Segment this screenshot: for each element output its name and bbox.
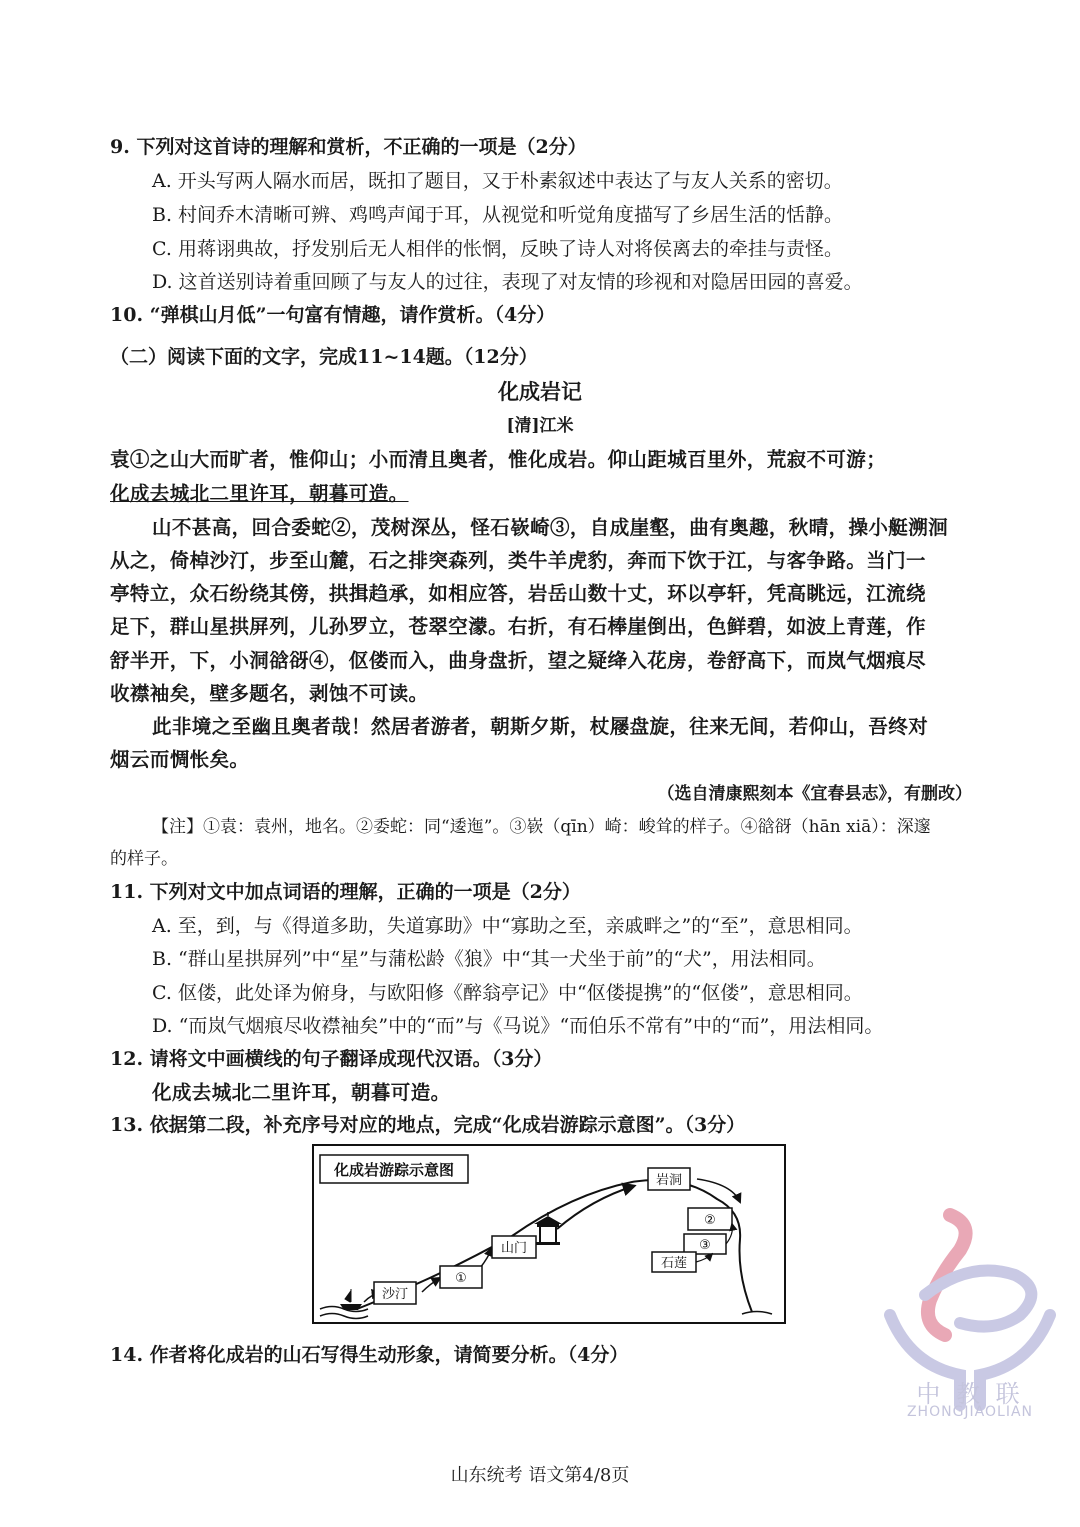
q11-option-c: C. 伛偻，此处译为俯身，与欧阳修《醉翁亭记》中“伛偻提携”的“伛偻”，意思相同。 bbox=[152, 982, 863, 1004]
essay-line: 舒半开，下，小洞谽谺④，伛偻而入，曲身盘折，望之疑绛入花房，卷舒高下，而岚气烟痕尽 bbox=[110, 649, 926, 672]
q13-stem: 13. 依据第二段，补充序号对应的地点，完成“化成岩游踪示意图”。（3分） bbox=[110, 1114, 746, 1136]
q9-option-b: B. 村间乔木清晰可辨、鸡鸣声闻于耳，从视觉和听觉角度描写了乡居生活的恬静。 bbox=[152, 204, 844, 226]
essay-title: 化成岩记 bbox=[498, 379, 582, 404]
location-label-1: ① bbox=[455, 1271, 467, 1286]
essay-underlined-line: 化成去城北二里许耳，朝暮可造。 bbox=[110, 482, 409, 505]
q10-stem: 10. “弹棋山月低”一句富有情趣，请作赏析。（4分） bbox=[110, 304, 556, 326]
essay-line: 烟云而惆怅矣。 bbox=[110, 748, 250, 771]
essay-line: 袁①之山大而旷者，惟仰山；小而清且奥者，惟化成岩。仰山距城百里外，荒寂不可游； bbox=[110, 448, 887, 471]
location-label-gate: 山门 bbox=[500, 1241, 528, 1256]
notes-cont: 的样子。 bbox=[110, 849, 178, 869]
diagram-title: 化成岩游踪示意图 bbox=[333, 1161, 455, 1179]
section-heading: （二）阅读下面的文字，完成11~14题。（12分） bbox=[110, 346, 538, 368]
essay-author: [清]江米 bbox=[506, 416, 574, 436]
essay-source: （选自清康熙刻本《宜春县志》，有删改） bbox=[657, 784, 972, 804]
q9-option-d: D. 这首送别诗着重回顾了与友人的过往，表现了对友情的珍视和对隐居田园的喜爱。 bbox=[152, 271, 863, 293]
essay-line: 亭特立，众石纷绕其傍，拱揖趋承，如相应答，岩岳山数十丈，环以亭轩，凭高眺远，江流绕 bbox=[110, 582, 926, 605]
logo-en-text: ZHONGJIAOLIAN bbox=[906, 1404, 1034, 1420]
q12-sentence: 化成去城北二里许耳，朝暮可造。 bbox=[152, 1081, 451, 1104]
q9-option-a: A. 开头写两人隔水而居，既扣了题目，又于朴素叙述中表达了与友人关系的密切。 bbox=[152, 170, 843, 192]
q11-option-b: B. “群山星拱屏列”中“星”与蒲松龄《狼》中“其一犬坐于前”的“犬”，用法相同。 bbox=[152, 948, 826, 970]
q9-option-c: C. 用蒋诩典故，抒发别后无人相伴的怅惘，反映了诗人对将侯离去的牵挂与责怪。 bbox=[152, 238, 843, 260]
location-label-3: ③ bbox=[699, 1238, 711, 1253]
location-label-lotus: 石莲 bbox=[660, 1256, 688, 1271]
essay-line: 此非境之至幽且奥者哉！然居者游者，朝斯夕斯，杖屦盘旋，往来无间，若仰山，吾终对 bbox=[152, 715, 929, 738]
logo-cn-text: 中 教 联 bbox=[916, 1380, 1024, 1408]
location-label-2: ② bbox=[704, 1213, 716, 1228]
q11-option-a: A. 至，到，与《得道多助，失道寡助》中“寡助之至，亲戚畔之”的“至”，意思相同。 bbox=[152, 915, 863, 937]
q14-stem: 14. 作者将化成岩的山石写得生动形象，请简要分析。（4分） bbox=[110, 1344, 629, 1366]
essay-line: 足下，群山星拱屏列，儿孙罗立，苍翠空濛。右折，有石棒崖倒出，色鲜碧，如波上青莲，作 bbox=[110, 615, 926, 638]
travel-route-diagram bbox=[312, 1144, 786, 1324]
q12-stem: 12. 请将文中画横线的句子翻译成现代汉语。（3分） bbox=[110, 1048, 553, 1070]
q11-option-d: D. “而岚气烟痕尽收襟袖矣”中的“而”与《马说》“而伯乐不常有”中的“而”，用法相同。 bbox=[152, 1015, 884, 1037]
location-label-cave: 岩洞 bbox=[655, 1173, 683, 1188]
location-label-start: 沙汀 bbox=[381, 1287, 409, 1302]
essay-line: 收襟袖矣，壁多题名，剥蚀不可读。 bbox=[110, 682, 429, 705]
essay-line: 山不甚高，回合委蛇②，茂树深丛，怪石嵚崎③，自成崖壑，曲有奥趣，秋晴，操小艇溯洄 bbox=[152, 516, 949, 539]
q11-stem: 11. 下列对文中加点词语的理解，正确的一项是（2分） bbox=[110, 881, 581, 903]
essay-line: 从之，倚棹沙汀，步至山麓，石之排突森列，类牛羊虎豹，奔而下饮于江，与客争路。当门一 bbox=[110, 549, 926, 572]
page-footer: 山东统考 语文第4/8页 bbox=[450, 1465, 630, 1486]
q9-stem: 9. 下列对这首诗的理解和赏析，不正确的一项是（2分） bbox=[110, 136, 587, 158]
notes: 【注】①袁：袁州，地名。②委蛇：同“逶迤”。③嵚（qīn）崎：峻耸的样子。④谽谺（hān xiā）：深邃 bbox=[152, 817, 931, 837]
